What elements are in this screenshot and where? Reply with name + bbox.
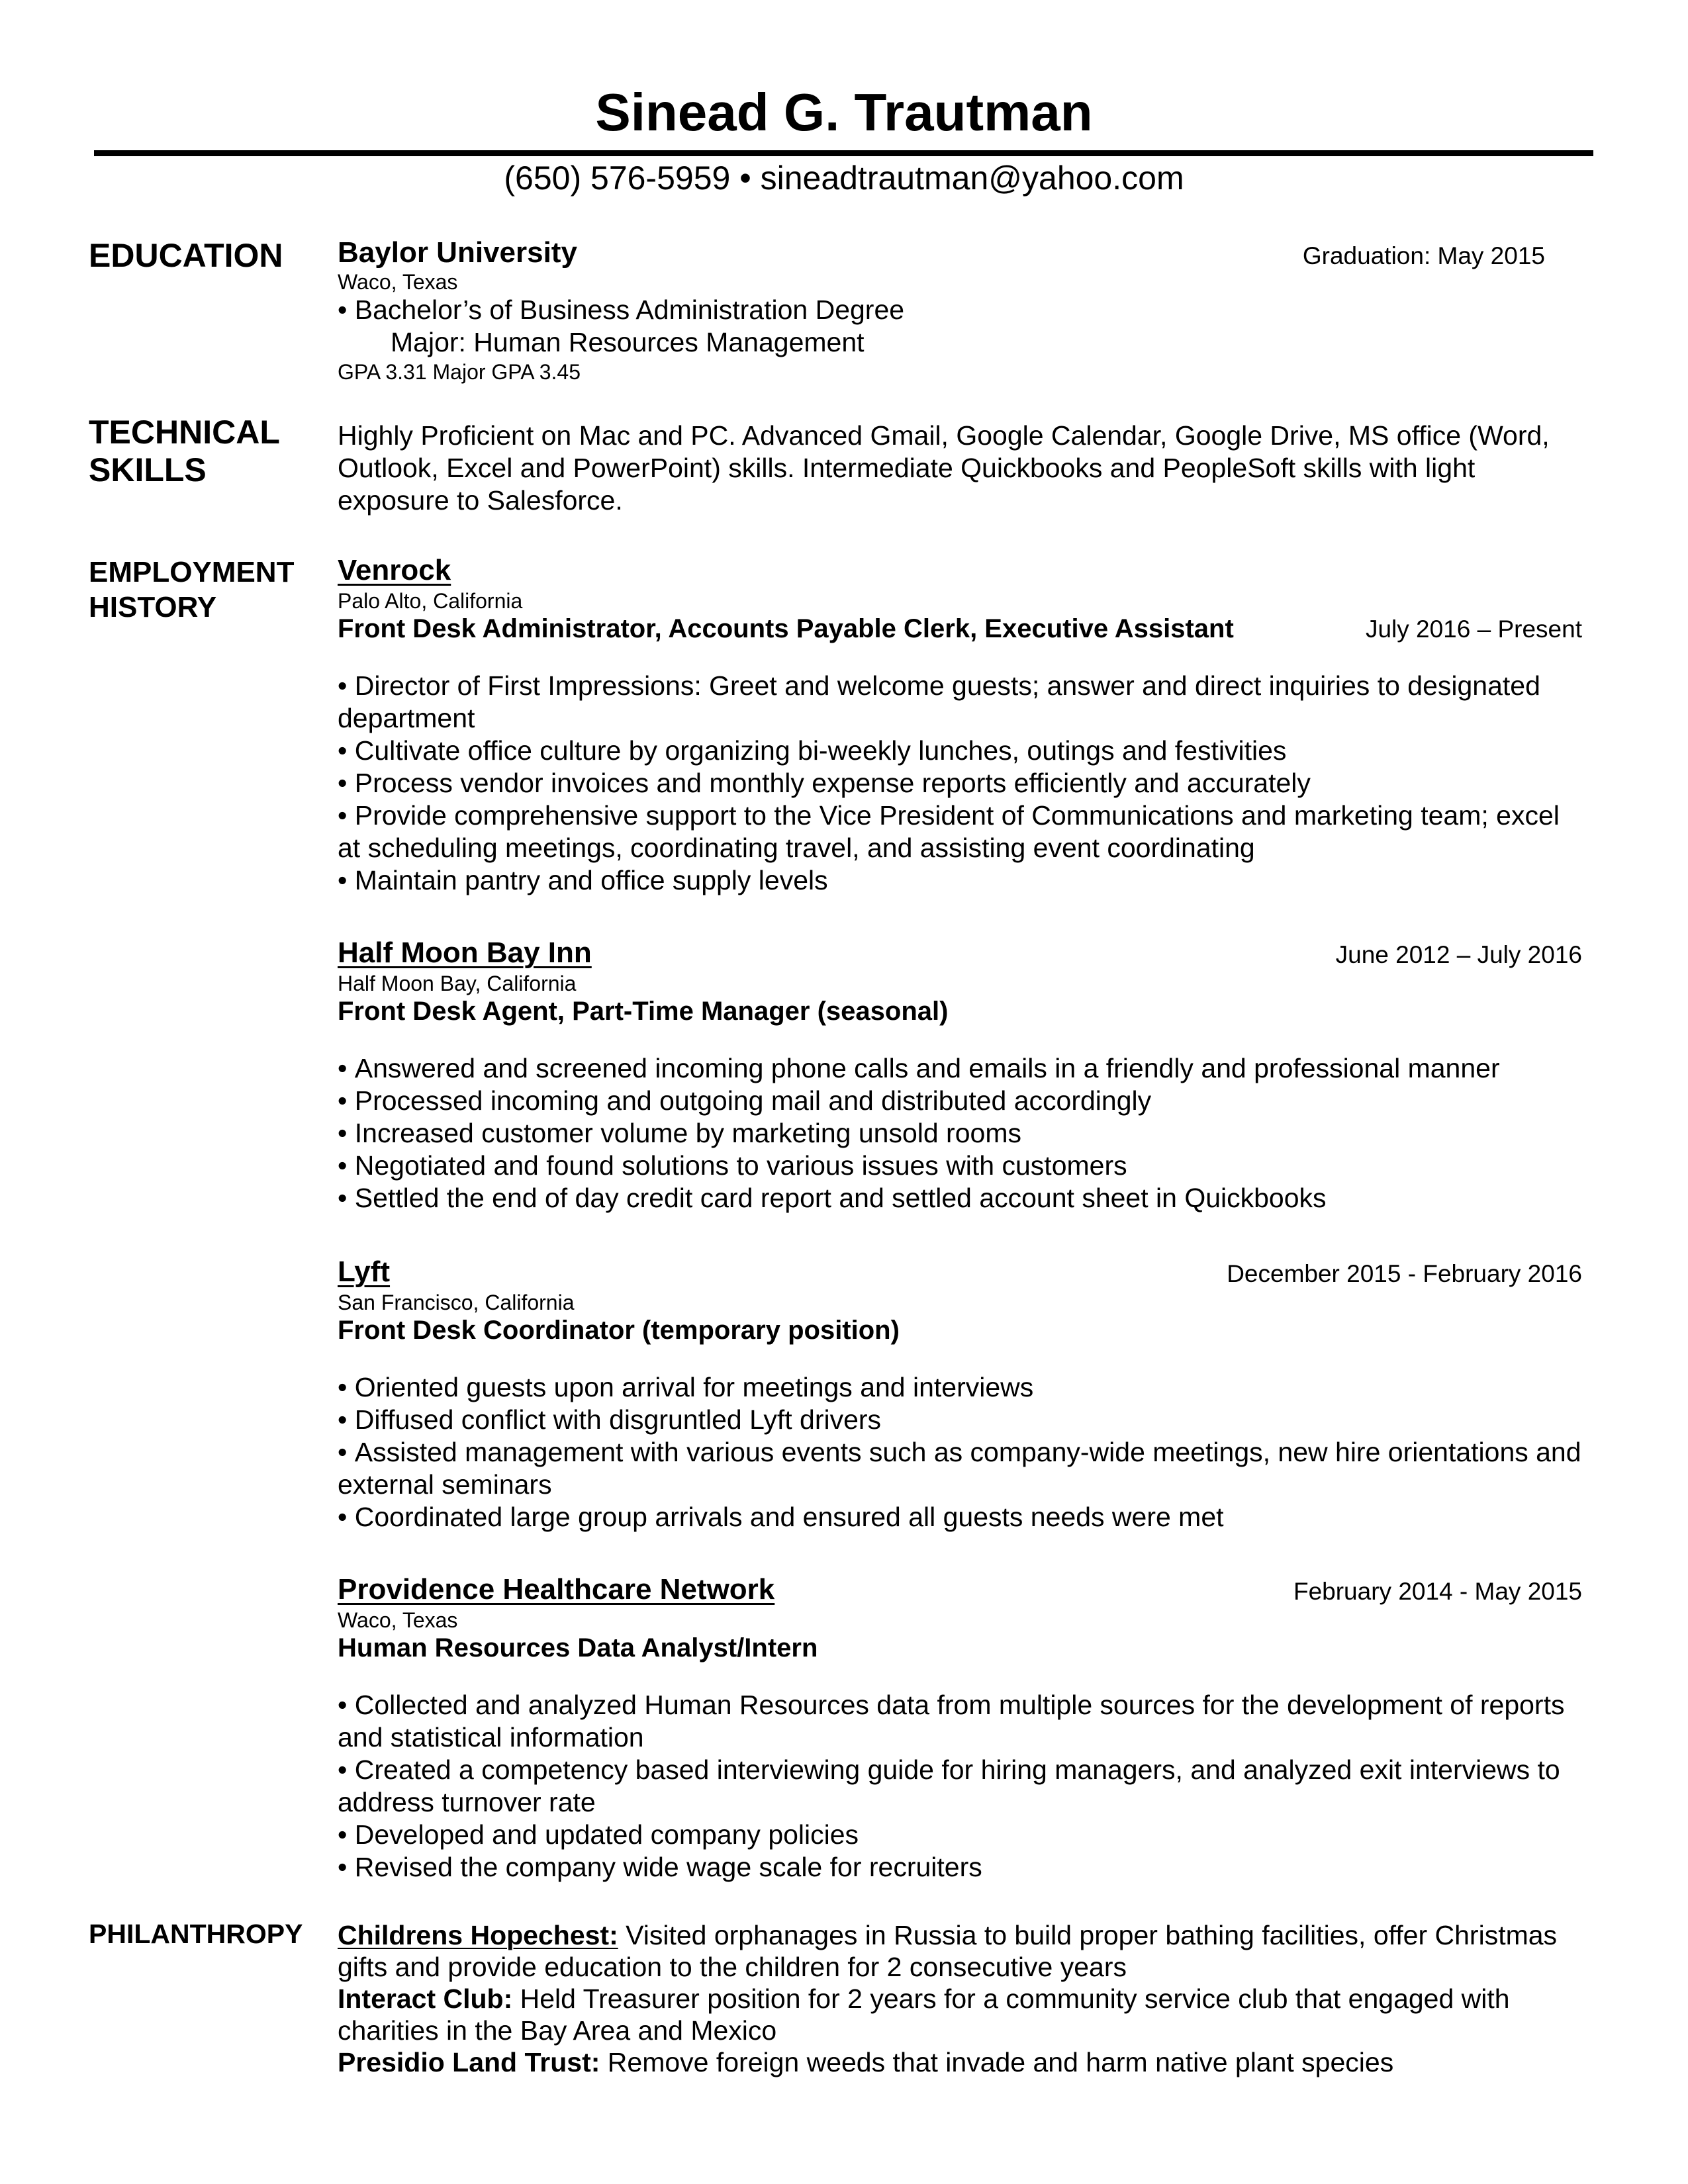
list-item: • Coordinated large group arrivals and ensured all guests needs were met <box>338 1501 1582 1533</box>
list-item: • Developed and updated company policies <box>338 1819 1582 1851</box>
employer-location: Waco, Texas <box>338 1608 458 1632</box>
job-bullets <box>338 1689 1582 1884</box>
philanthropy-section <box>338 1919 1582 2078</box>
list-item: • Collected and analyzed Human Resources data from multiple sources for the development of reports and statistical information <box>338 1689 1582 1754</box>
contact-line: (650) 576-5959 • sineadtrautman@yahoo.com <box>504 159 1184 197</box>
list-item: • Maintain pantry and office supply levels <box>338 864 1582 897</box>
org-description: Remove foreign weeds that invade and harm native plant species <box>600 2047 1394 2077</box>
job-title: Front Desk Coordinator (temporary position) <box>338 1316 900 1345</box>
list-item: • Cultivate office culture by organizing bi-weekly lunches, outings and festivities <box>338 735 1582 767</box>
philanthropy-item <box>338 1983 1582 2046</box>
philanthropy-item <box>338 1919 1582 1983</box>
employer-location: San Francisco, California <box>338 1291 575 1314</box>
employment-label-line1: EMPLOYMENT <box>89 556 295 588</box>
philanthropy-label: PHILANTHROPY <box>89 1919 303 1949</box>
list-item: • Processed incoming and outgoing mail and distributed accordingly <box>338 1085 1582 1117</box>
job-bullets <box>338 1052 1582 1214</box>
list-item: • Settled the end of day credit card report and settled account sheet in Quickbooks <box>338 1182 1582 1214</box>
org-name: Presidio Land Trust: <box>338 2047 600 2077</box>
skills-label-line2: SKILLS <box>89 451 207 488</box>
employment-label <box>89 555 294 625</box>
bullet-glyph: • <box>338 295 355 325</box>
list-item: • Negotiated and found solutions to various issues with customers <box>338 1150 1582 1182</box>
skills-text: Highly Proficient on Mac and PC. Advanced Gmail, Google Calendar, Google Drive, MS office (Word, Outlook, Excel and PowerPoint) skills. Intermediate Quickbooks and PeopleSoft skills with light exposure to Salesforce. <box>338 420 1550 516</box>
job-title: Front Desk Agent, Part-Time Manager (seasonal) <box>338 997 949 1026</box>
job-dates: February 2014 - May 2015 <box>1293 1578 1582 1605</box>
list-item: • Created a competency based interviewing guide for hiring managers, and analyzed exit interviews to address turnover rate <box>338 1754 1582 1819</box>
job-lyft <box>338 1257 1582 1533</box>
job-dates: December 2015 - February 2016 <box>1227 1260 1582 1287</box>
job-half-moon-bay-inn <box>338 938 1582 1214</box>
list-item: • Process vendor invoices and monthly expense reports efficiently and accurately <box>338 767 1582 799</box>
list-item: • Provide comprehensive support to the Vice President of Communications and marketing team; excel at scheduling meetings, coordinating travel, and assisting event coordinating <box>338 799 1582 864</box>
applicant-name: Sinead G. Trautman <box>595 83 1093 142</box>
list-item: • Diffused conflict with disgruntled Lyft drivers <box>338 1404 1582 1436</box>
employer-location: Palo Alto, California <box>338 589 523 613</box>
employer-name: Providence Healthcare Network <box>338 1573 775 1606</box>
job-providence-healthcare <box>338 1575 1582 1884</box>
education-section <box>338 238 1582 383</box>
job-venrock <box>338 556 1582 897</box>
list-item: • Revised the company wide wage scale for recruiters <box>338 1851 1582 1884</box>
job-bullets <box>338 670 1582 897</box>
list-item: • Director of First Impressions: Greet and welcome guests; answer and direct inquiries to designated department <box>338 670 1582 735</box>
degree-text: Bachelor’s of Business Administration Degree <box>354 295 905 325</box>
job-dates: June 2012 – July 2016 <box>1335 941 1582 968</box>
employer-name: Half Moon Bay Inn <box>338 936 592 969</box>
job-bullets <box>338 1371 1582 1533</box>
header-rule <box>94 150 1593 156</box>
list-item: • Answered and screened incoming phone calls and emails in a friendly and professional manner <box>338 1052 1582 1085</box>
org-description: Visited orphanages in Russia to build proper bathing facilities, offer Christmas gifts and provide education to the children for 2 consecutive years <box>338 1920 1558 1982</box>
school-location: Waco, Texas <box>338 270 458 294</box>
gpa-line: GPA 3.31 Major GPA 3.45 <box>338 360 581 384</box>
employer-name: Lyft <box>338 1255 391 1288</box>
skills-label <box>89 414 280 489</box>
philanthropy-item <box>338 2046 1582 2078</box>
employment-label-line2: HISTORY <box>89 591 217 623</box>
list-item: • Increased customer volume by marketing unsold rooms <box>338 1117 1582 1150</box>
degree-line <box>338 294 1582 326</box>
education-label: EDUCATION <box>89 237 283 274</box>
skills-label-line1: TECHNICAL <box>89 414 280 451</box>
list-item: • Oriented guests upon arrival for meetings and interviews <box>338 1371 1582 1404</box>
school-name: Baylor University <box>338 236 577 269</box>
list-item: • Assisted management with various events such as company-wide meetings, new hire orientations and external seminars <box>338 1436 1582 1501</box>
employer-location: Half Moon Bay, California <box>338 972 577 995</box>
employer-name: Venrock <box>338 554 451 586</box>
job-title: Front Desk Administrator, Accounts Payable Clerk, Executive Assistant <box>338 614 1234 643</box>
job-dates: July 2016 – Present <box>1365 615 1582 643</box>
job-title: Human Resources Data Analyst/Intern <box>338 1633 818 1662</box>
graduation-date: Graduation: May 2015 <box>1302 242 1545 269</box>
org-name: Childrens Hopechest: <box>338 1920 618 1950</box>
org-name: Interact Club: <box>338 1983 513 2014</box>
org-description: Held Treasurer position for 2 years for a community service club that engaged with charities in the Bay Area and Mexico <box>338 1983 1510 2046</box>
major-line: Major: Human Resources Management <box>391 327 865 357</box>
